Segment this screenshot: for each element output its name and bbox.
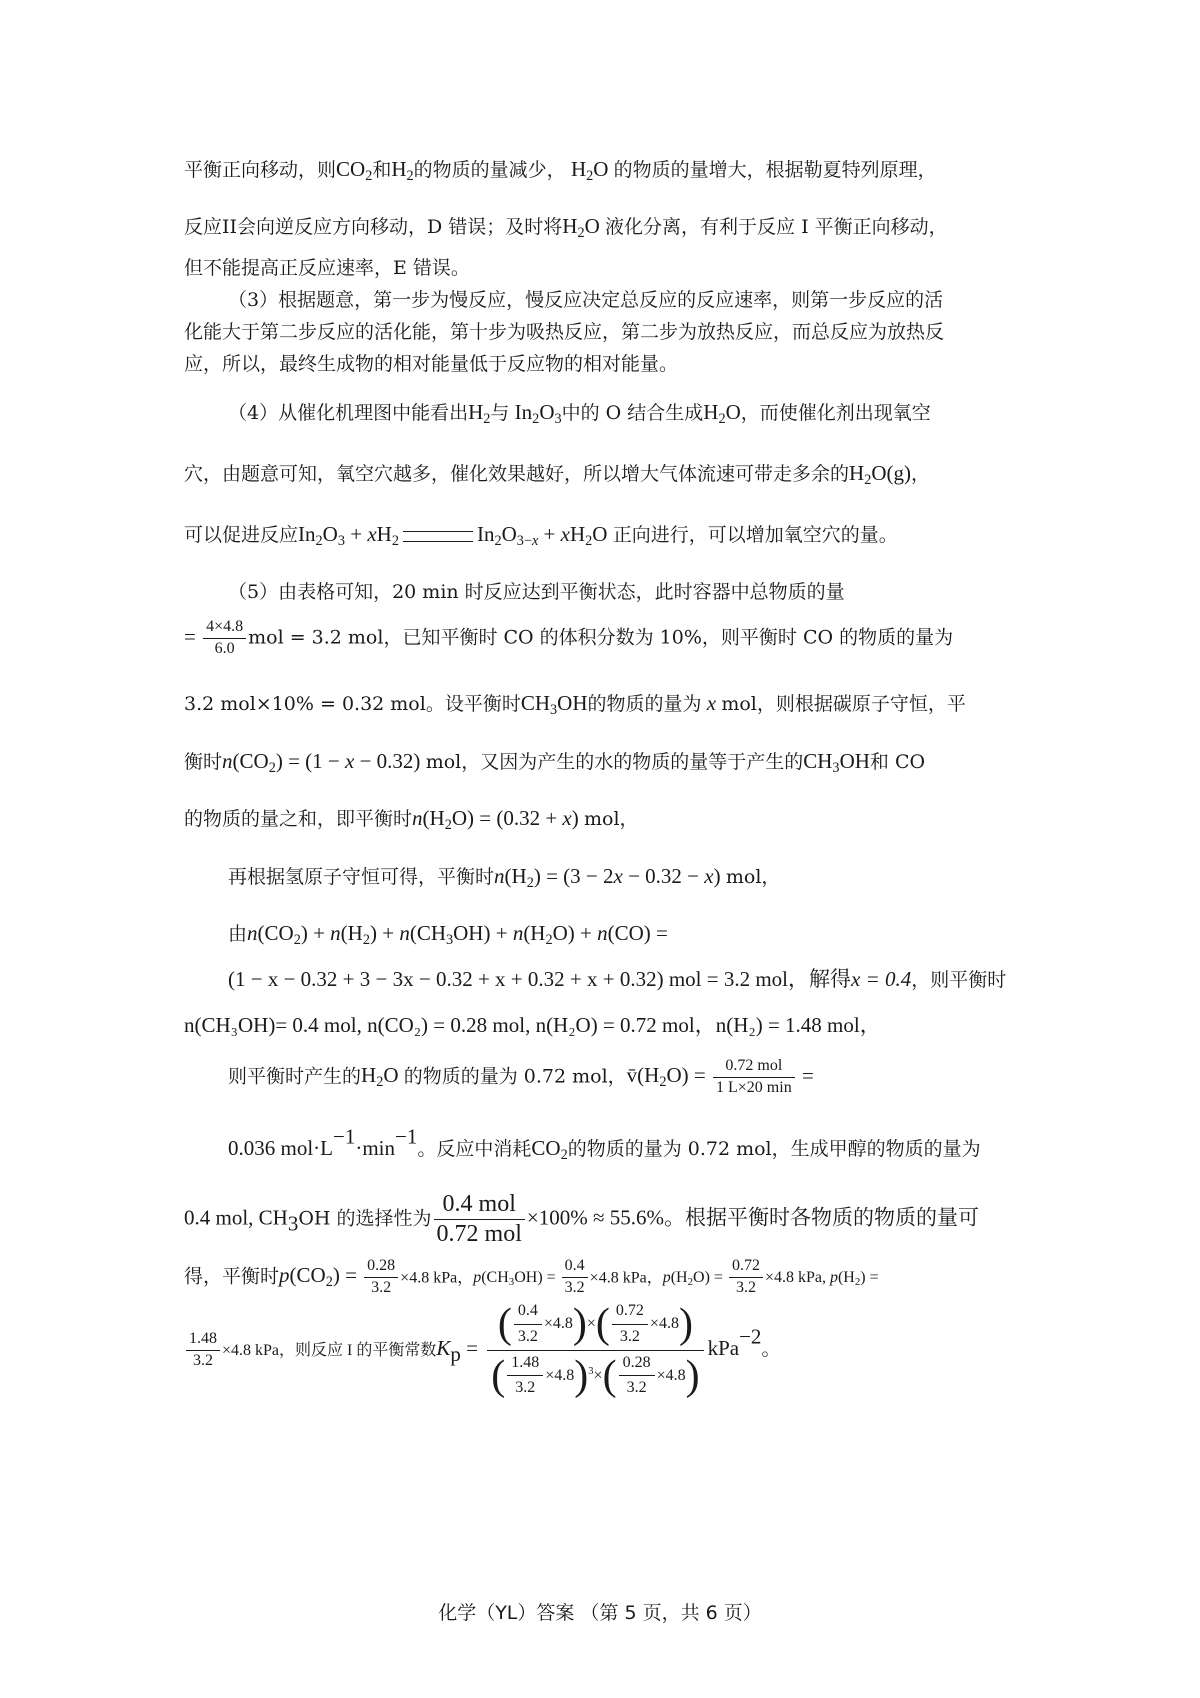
text-line: 穴，由题意可知，氧空穴越多，催化效果越好，所以增大气体流速可带走多余的$H_2O(g)$， <box>184 461 930 488</box>
text: OH 的选择性为 <box>298 1207 432 1230</box>
text-line: n(CH₃OH)= 0.4 mol, n(CO₂) = 0.28 mol, n(H₂O) = 0.72 mol，n(H₂) = 1.48 mol， <box>184 1013 881 1037</box>
text: 和 <box>372 159 392 181</box>
text-line <box>184 349 1024 379</box>
text: 0.4 mol, CH <box>184 1205 288 1230</box>
text: 但不能提高正反应速率，E 错误。 <box>184 257 470 279</box>
fraction: $\frac{0.72}{3.2}$ <box>729 1258 763 1297</box>
text: 。反应中消耗 <box>417 1138 532 1160</box>
text: 3.2 mol×10% = 0.32 mol。设平衡时 <box>184 693 521 715</box>
text: mol，又因为产生的水的物质的量等于产生的 <box>425 751 804 773</box>
text-line: = $\frac{4\times 4.8}{6.0}$ mol = 3.2 mol，已知平衡时 CO 的体积分数为 10%，则平衡时 CO 的物质的量为 <box>184 618 954 657</box>
text-line: 则平衡时产生的$H_2O$ 的物质的量为 0.72 mol，$v̄(H_2O)$ = $\frac{\text{0.72 mol}}{1 L\times 20 \min}$ = <box>228 1057 814 1096</box>
text-line: 平衡正向移动，则$CO_2$和$H_2$的物质的量减少， $H_2O$ 的物质的量增大，根据勒夏特列原理， <box>184 157 937 184</box>
text: ×4.8 kPa，则反应 I 的平衡常数 <box>222 1342 437 1360</box>
text: 化能大于第二步反应的活化能，第十步为吸热反应，第二步为放热反应，而总反应为放热反 <box>184 321 945 343</box>
text: 的物质的量为 0.72 mol，生成甲醇的物质的量为 <box>567 1138 981 1160</box>
text: 可以促进反应 <box>184 524 299 546</box>
fraction: $\frac{1.48}{3.2}$ <box>186 1331 220 1370</box>
text-line: （4）从催化机理图中能看出$H_2$与 $In_2O_3$中的 O 结合生成$H_2O$，而使催化剂出现氧空 <box>228 400 931 427</box>
text-line: 衡时$n(CO_2) = (1 - x - 0.32)$ mol，又因为产生的水的物质的量等于产生的$CH_3OH$和 CO <box>184 749 926 776</box>
text: 平衡正向移动，则 <box>184 159 337 181</box>
fraction: $\frac{0.28}{3.2}$ <box>364 1258 398 1297</box>
text: （4）从催化机理图中能看出 <box>228 402 469 424</box>
text: 中的 O 结合生成 <box>561 402 704 424</box>
text-line: 可以促进反应$In_2O_3 + xH_2$ $In_2O_{3-x} + xH_2O$ 正向进行，可以增加氧空穴的量。 <box>184 522 898 549</box>
text: 反应II会向逆反应方向移动，D 错误；及时将 <box>184 216 563 238</box>
text-line <box>184 317 1024 347</box>
text: = 0.4 mol, n(CO₂) = 0.28 mol, n(H₂O) = 0.72 mol，n(H₂) = 1.48 mol， <box>275 1013 881 1037</box>
text: 穴，由题意可知，氧空穴越多，催化效果越好，所以增大气体流速可带走多余的 <box>184 463 850 485</box>
text: kPa <box>707 1336 740 1361</box>
text: 的物质的量之和，即平衡时 <box>184 808 413 830</box>
text-line: 的物质的量之和，即平衡时$n(H_2O) = (0.32 + x)$ mol， <box>184 806 639 833</box>
text-line <box>184 253 1024 283</box>
text: （5）由表格可知，20 min 时反应达到平衡状态，此时容器中总物质的量 <box>228 581 845 603</box>
text: 液化分离，有利于反应 I 平衡正向移动， <box>605 216 948 238</box>
text: 0.036 mol·L <box>228 1136 333 1160</box>
text-line: 得，平衡时$p(CO_2)$ = $\frac{0.28}{3.2}$ ×4.8 kPa，$p(CH_3OH)$ = $\frac{0.4}{3.2}$ ×4.8 kPa，$p(H_2O)$ = $\frac{0.72}{3.2}$ ×4.8 kPa, $p(H_2)$ = <box>184 1257 879 1296</box>
text: ，则平衡时 <box>911 969 1007 991</box>
text-line: 反应II会向逆反应方向移动，D 错误；及时将$H_2O$ 液化分离，有利于反应 I 平衡正向移动， <box>184 214 948 241</box>
text: (1 − x − 0.32 + 3 − 3x − 0.32 + x + 0.32 + x + 0.32) mol = 3.2 mol，解得 <box>228 967 852 991</box>
text-line: (1 − x − 0.32 + 3 − 3x − 0.32 + x + 0.32 + x + 0.32) mol = 3.2 mol，解得x = 0.4，则平衡时 <box>228 967 1007 991</box>
fraction: $\frac{\text{0.72 mol}}{1 L\times 20 \min}$ <box>713 1058 795 1097</box>
text: 的物质的量为 0.72 mol， <box>403 1065 627 1088</box>
text-line: 0.036 $mol\cdot L^{-1}\cdot\min^{-1}$。反应中消耗$CO_2$的物质的量为 0.72 mol，生成甲醇的物质的量为 <box>228 1124 981 1163</box>
text-line <box>228 285 1068 315</box>
text-line <box>228 577 1068 607</box>
text: 衡时 <box>184 751 223 773</box>
text: 得，平衡时 <box>184 1265 280 1288</box>
text: 。 <box>761 1338 781 1361</box>
text: mol，则根据碳原子守恒，平 <box>721 693 966 715</box>
text-line: 0.4 mol, $CH_3OH$ 的选择性为 $\frac{\text{0.4 mol}}{\text{0.72 mol}}$ ×100% ≈ 55.6%。根据平衡时各物质的物质的量可 <box>184 1191 979 1248</box>
text: 的物质的量为 <box>587 693 702 715</box>
text: mol， <box>725 866 781 888</box>
text: 正向进行，可以增加氧空穴的量。 <box>612 524 898 546</box>
text: ×100% ≈ 55.6%。根据平衡时各物质的物质的量可 <box>526 1205 979 1230</box>
text: 再根据氢原子守恒可得，平衡时 <box>228 866 495 888</box>
equilibrium-sign <box>403 531 473 542</box>
text: 的物质的量减少， <box>413 159 566 181</box>
text: 和 CO <box>869 751 926 773</box>
text: ，而使催化剂出现氧空 <box>740 402 931 424</box>
text: mol = 3.2 mol，已知平衡时 CO 的体积分数为 10%，则平衡时 CO 的物质的量为 <box>248 626 954 649</box>
kp-fraction: ( $\frac{0.4}{3.2}$ ×4.8)×( $\frac{0.72}{3.2}$ ×4.8) ( $\frac{1.48}{3.2}$ ×4.8)$^3$×( $\frac{0.28}{3.2}$ ×4.8) <box>487 1303 703 1397</box>
fraction: $\frac{4\times 4.8}{6.0}$ <box>203 619 246 658</box>
text: 与 <box>490 402 510 424</box>
text: 的物质的量增大，根据勒夏特列原理， <box>613 159 937 181</box>
text-line: 3.2 mol×10% = 0.32 mol。设平衡时$CH_3OH$的物质的量为 x mol，则根据碳原子守恒，平 <box>184 691 966 718</box>
text: ·min <box>355 1136 396 1160</box>
text: 由 <box>228 923 248 945</box>
text: 应，所以，最终生成物的相对能量低于反应物的相对能量。 <box>184 353 679 375</box>
text-line: 再根据氢原子守恒可得，平衡时$n(H_2) = (3 - 2x - 0.32 - x)$ mol， <box>228 864 781 891</box>
text: mol， <box>584 808 639 830</box>
text: 则平衡时产生的 <box>228 1065 362 1088</box>
text: （3）根据题意，第一步为慢反应，慢反应决定总反应的反应速率，则第一步反应的活 <box>228 289 944 311</box>
fraction: $\frac{0.4}{3.2}$ <box>562 1258 588 1297</box>
text-line: $\frac{1.48}{3.2}$ ×4.8 kPa，则反应 I 的平衡常数$K_p$ = ( $\frac{0.4}{3.2}$ ×4.8)×( $\frac{0.72}{3.2}$ ×4.8) ( $\frac{1.48}{3.2}$ ×4.8)$^3$×( $\frac{0.28}{3.2}$ ×4.8) kPa$^{-2}$。 <box>184 1303 1024 1397</box>
text-line: 由$n(CO_2) + n(H_2) + n(CH_3OH) + n(H_2O) + n(CO)$ = <box>228 921 668 948</box>
fraction: $\frac{\text{0.4 mol}}{\text{0.72 mol}}$ <box>434 1192 525 1247</box>
page-footer: 化学（YL）答案 （第 5 页，共 6 页） <box>438 1602 762 1624</box>
